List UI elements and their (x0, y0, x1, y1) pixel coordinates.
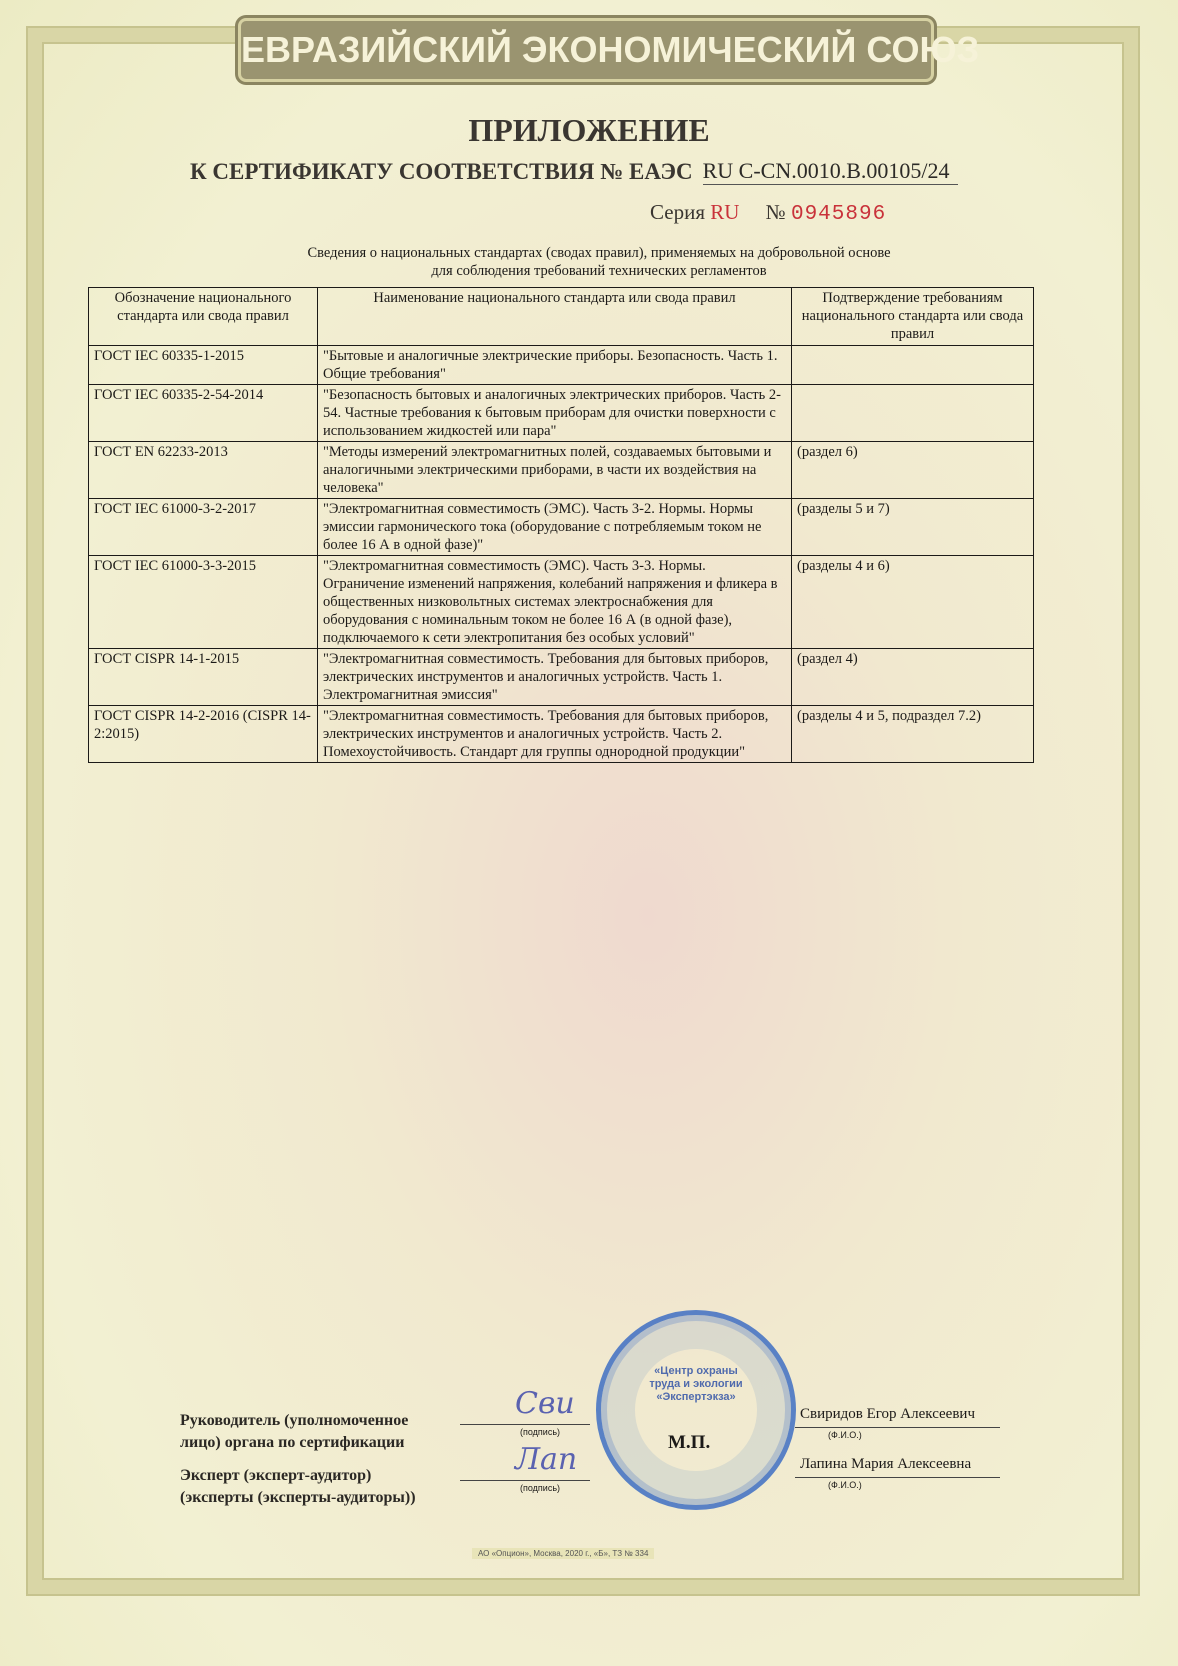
standard-name: "Электромагнитная совместимость. Требования для бытовых приборов, электрических инструментов и аналогичных устройств. Часть 1. Электромагнитная эмиссия" (318, 649, 792, 706)
printer-imprint: АО «Опцион», Москва, 2020 г., «Б», ТЗ № 334 (472, 1548, 654, 1559)
certificate-number: RU С-CN.0010.В.00105/24 (703, 158, 958, 185)
requirement-confirmation: (разделы 4 и 5, подраздел 7.2) (792, 706, 1034, 763)
table-row (89, 556, 1034, 649)
column-header: Наименование национального стандарта или свода правил (318, 288, 792, 346)
standard-name: "Безопасность бытовых и аналогичных электрических приборов. Часть 2-54. Частные требования к бытовым приборам для очистки поверхности с использованием жидкостей или пара" (318, 385, 792, 442)
table-row (89, 706, 1034, 763)
standard-code: ГОСТ IEC 61000-3-2-2017 (89, 499, 318, 556)
certificate-heading-row (190, 158, 958, 185)
standards-table (88, 287, 1034, 763)
standard-code: ГОСТ EN 62233-2013 (89, 442, 318, 499)
standard-code: ГОСТ CISPR 14-2-2016 (CISPR 14-2:2015) (89, 706, 318, 763)
requirement-confirmation: (разделы 5 и 7) (792, 499, 1034, 556)
label-line: (эксперты (эксперты-аудиторы)) (180, 1489, 416, 1506)
label-line: Эксперт (эксперт-аудитор) (180, 1467, 372, 1484)
signature-head: Сви (515, 1386, 575, 1421)
eaeu-banner: ЕВРАЗИЙСКИЙ ЭКОНОМИЧЕСКИЙ СОЮЗ (238, 18, 934, 82)
fio-caption: (Ф.И.О.) (828, 1430, 862, 1440)
series-line (650, 200, 886, 226)
standard-code: ГОСТ IEC 61000-3-3-2015 (89, 556, 318, 649)
label-line: лицо) органа по сертификации (180, 1434, 405, 1451)
standard-name: "Электромагнитная совместимость. Требования для бытовых приборов, электрических инструментов и аналогичных устройств. Часть 2. Помехоустойчивость. Стандарт для группы однородной продукции" (318, 706, 792, 763)
head-name: Свиридов Егор Алексеевич (800, 1406, 975, 1422)
signature-expert: Лап (515, 1442, 578, 1477)
standard-code: ГОСТ IEC 60335-2-54-2014 (89, 385, 318, 442)
official-stamp (596, 1310, 796, 1510)
requirement-confirmation: (разделы 4 и 6) (792, 556, 1034, 649)
standard-name: "Бытовые и аналогичные электрические приборы. Безопасность. Часть 1. Общие требования" (318, 346, 792, 385)
standard-code: ГОСТ IEC 60335-1-2015 (89, 346, 318, 385)
label-line: Руководитель (уполномоченное (180, 1412, 409, 1429)
standard-name: "Электромагнитная совместимость (ЭМС). Часть 3-3. Нормы. Ограничение изменений напряжения, колебаний напряжения и фликера в общественных низковольтных системах электроснабжения для оборудования с номинальным током не более 16 А (в одной фазе), подключаемого к сети электропитания без особых условий" (318, 556, 792, 649)
stamp-place-label: М.П. (668, 1432, 711, 1453)
table-row (89, 346, 1034, 385)
requirement-confirmation (792, 346, 1034, 385)
column-header: Подтверждение требованиям национального стандарта или свода правил (792, 288, 1034, 346)
requirement-confirmation (792, 385, 1034, 442)
standard-name: "Электромагнитная совместимость (ЭМС). Часть 3-2. Нормы. Нормы эмиссии гармонического тока (оборудование с потребляемым током не более 16 А в одной фазе)" (318, 499, 792, 556)
series-value: RU (710, 200, 740, 224)
intro-line: Сведения о национальных стандартах (сводах правил), применяемых на добровольной основе (307, 245, 891, 261)
table-row (89, 442, 1034, 499)
series-label: Серия (650, 200, 705, 224)
table-row (89, 499, 1034, 556)
signature-caption: (подпись) (520, 1427, 561, 1437)
intro-line: для соблюдения требований технических регламентов (431, 263, 767, 279)
signature-caption: (подпись) (520, 1483, 561, 1493)
expert-name: Лапина Мария Алексеевна (800, 1456, 972, 1472)
document-title: ПРИЛОЖЕНИЕ (468, 112, 710, 148)
expert-label (180, 1465, 416, 1509)
table-header-row (89, 288, 1034, 346)
standard-code: ГОСТ CISPR 14-1-2015 (89, 649, 318, 706)
head-label (180, 1410, 408, 1454)
column-header: Обозначение национального стандарта или свода правил (89, 288, 318, 346)
requirement-confirmation: (раздел 4) (792, 649, 1034, 706)
form-number: 0945896 (790, 203, 887, 226)
table-row (89, 649, 1034, 706)
intro-text (20, 244, 1178, 280)
stamp-text: «Центр охраны труда и экологии «Экспертэкза» (649, 1365, 743, 1403)
table-row (89, 385, 1034, 442)
form-number-label: № (765, 200, 786, 224)
document-subtitle: К СЕРТИФИКАТУ СООТВЕТСТВИЯ № ЕАЭС (190, 159, 693, 184)
requirement-confirmation: (раздел 6) (792, 442, 1034, 499)
fio-caption: (Ф.И.О.) (828, 1480, 862, 1490)
standard-name: "Методы измерений электромагнитных полей, создаваемых бытовыми и аналогичными электрическими приборами, в части их воздействия на человека" (318, 442, 792, 499)
